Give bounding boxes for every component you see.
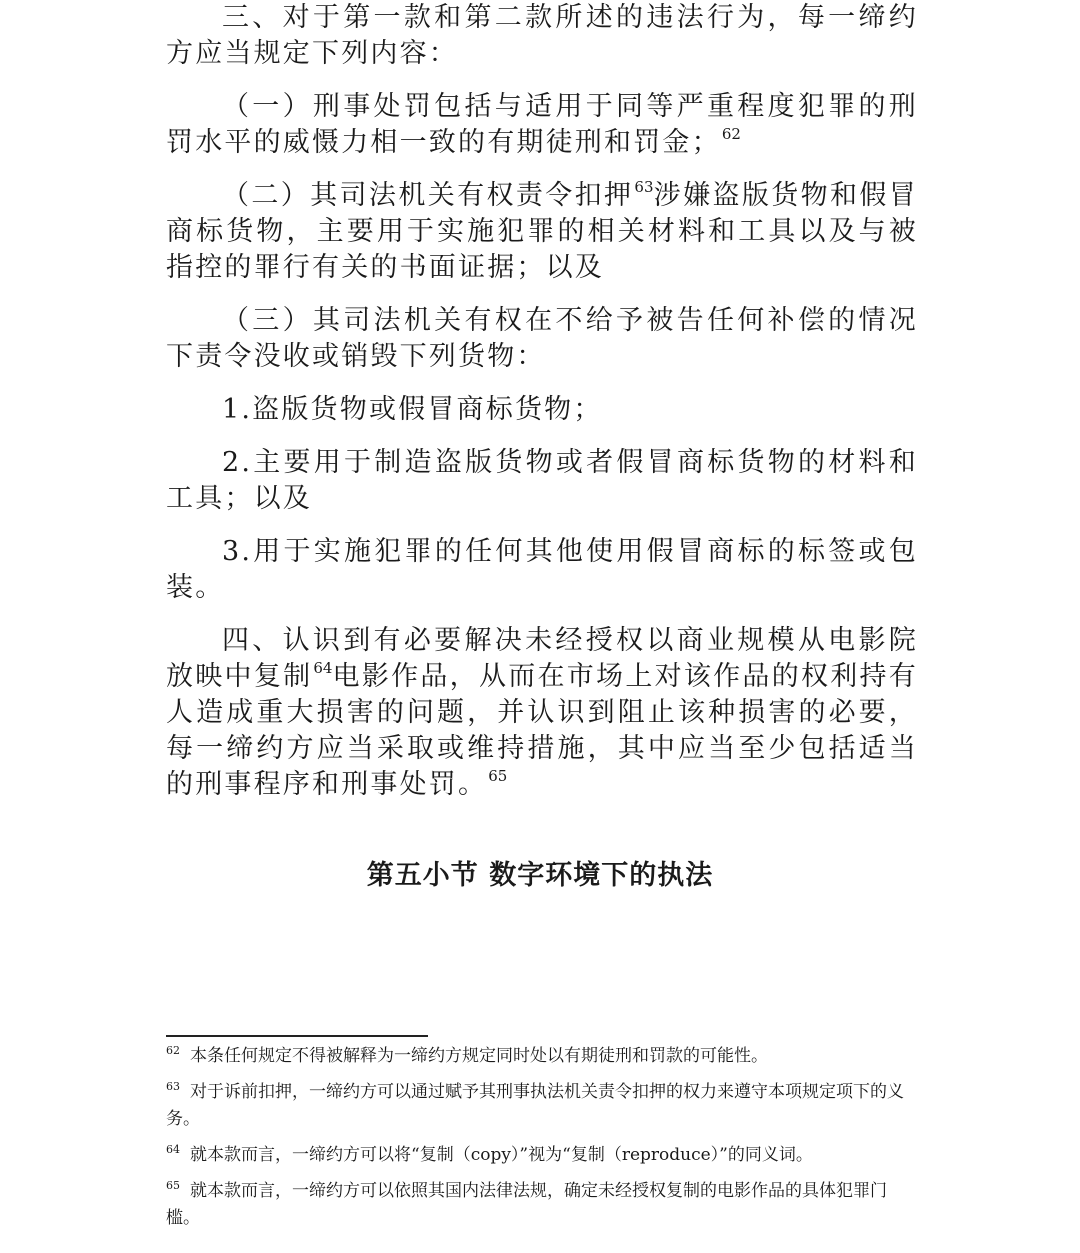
footnote-64 — [166, 1142, 918, 1169]
list-item-2 — [166, 445, 918, 517]
paragraph-text: 涉嫌盗版货物和假冒商标货物，主要用于实施犯罪的相关材料和工具以及与被指控的罪行有关的书面证据；以及 — [166, 180, 918, 283]
paragraph-3-3 — [166, 303, 918, 375]
paragraph-3 — [166, 0, 918, 72]
paragraph-text: （二）其司法机关有权责令扣押 — [222, 180, 634, 211]
list-item-1 — [166, 392, 918, 428]
footnote-63 — [166, 1079, 918, 1133]
paragraph-text: 1.盗版货物或假冒商标货物； — [222, 394, 603, 425]
footnote-number: 63 — [166, 1080, 180, 1093]
footnote-62 — [166, 1043, 918, 1070]
paragraph-text: 电影作品，从而在市场上对该作品的权利持有人造成重大损害的问题，并认识到阻止该种损害的必要，每一缔约方应当采取或维持措施，其中应当至少包括适当的刑事程序和刑事处罚。 — [166, 661, 919, 800]
body-text — [166, 0, 918, 820]
list-item-3 — [166, 534, 918, 606]
paragraph-text: （一）刑事处罚包括与适用于同等严重程度犯罪的刑罚水平的威慑力相一致的有期徒刑和罚金； — [166, 91, 918, 158]
footnote-text: 就本款而言，一缔约方可以将“复制（copy）”视为“复制（reproduce）”的同义词。 — [190, 1145, 813, 1165]
paragraph-4 — [166, 623, 918, 803]
footnote-number: 62 — [166, 1044, 180, 1057]
paragraph-3-1 — [166, 89, 918, 161]
footnote-65 — [166, 1178, 918, 1232]
footnote-ref-63[interactable]: 63 — [634, 178, 654, 196]
paragraph-text: （三）其司法机关有权在不给予被告任何补偿的情况下责令没收或销毁下列货物： — [166, 305, 918, 372]
section-heading: 第五小节 数字环境下的执法 — [366, 860, 714, 891]
footnote-number: 65 — [166, 1179, 180, 1192]
footnote-divider — [166, 1035, 428, 1037]
paragraph-text: 3.用于实施犯罪的任何其他使用假冒商标的标签或包装。 — [166, 536, 918, 603]
paragraph-3-2 — [166, 178, 918, 286]
footnote-ref-64[interactable]: 64 — [313, 659, 333, 677]
footnote-ref-65[interactable]: 65 — [488, 767, 508, 785]
footnote-text: 对于诉前扣押，一缔约方可以通过赋予其刑事执法机关责令扣押的权力来遵守本项规定项下的义务。 — [166, 1082, 904, 1129]
footnote-ref-62[interactable]: 62 — [721, 125, 741, 143]
paragraph-text: 四、认识到有必要解决未经授权以商业规模从电影院放映中复制 — [166, 625, 918, 692]
footnote-text: 本条任何规定不得被解释为一缔约方规定同时处以有期徒刑和罚款的可能性。 — [190, 1046, 768, 1066]
footnote-text: 就本款而言，一缔约方可以依照其国内法律法规，确定未经授权复制的电影作品的具体犯罪门槛。 — [166, 1181, 887, 1228]
footnotes — [166, 1043, 918, 1241]
paragraph-text: 2.主要用于制造盗版货物或者假冒商标货物的材料和工具；以及 — [166, 447, 918, 514]
footnote-number: 64 — [166, 1143, 180, 1156]
paragraph-text: 三、对于第一款和第二款所述的违法行为，每一缔约方应当规定下列内容： — [166, 2, 918, 69]
